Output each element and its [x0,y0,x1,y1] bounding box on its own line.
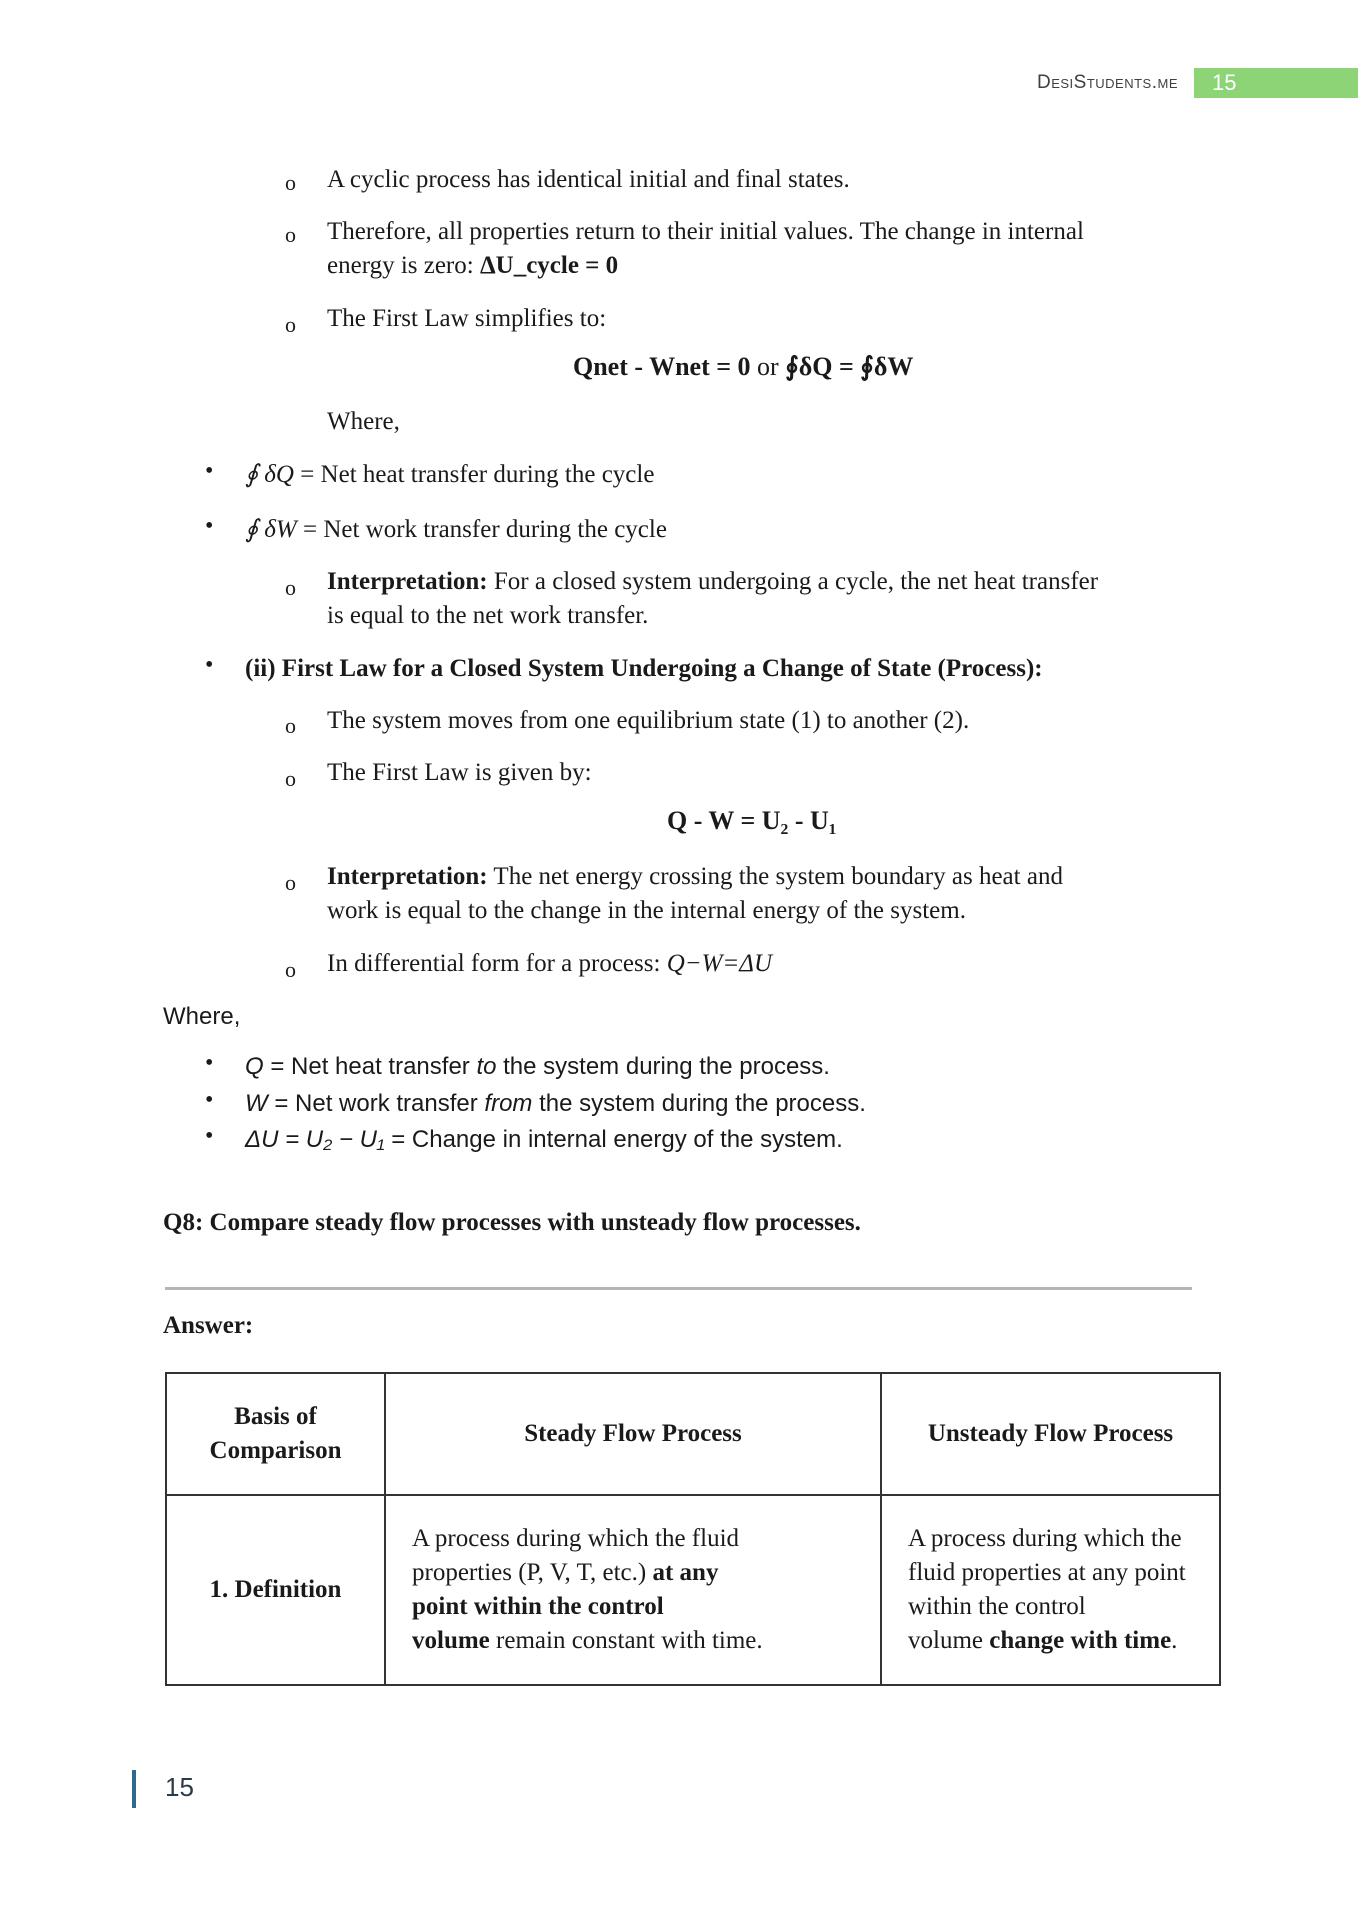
bullet-icon: • [205,513,214,539]
circle-bullet-icon: o [285,222,296,247]
process-item-1: The system moves from one equilibrium state (1) to another (2). [327,707,970,734]
circle-bullet-icon: o [285,870,296,895]
header-steady: Steady Flow Process [385,1373,881,1495]
bullet-icon: • [205,458,214,484]
bullet-icon: • [205,1123,214,1149]
header-basis: Basis of Comparison [166,1373,385,1495]
def-net-work: ∮ δW = Net work transfer during the cycle [245,516,667,543]
cyclic-item-2-cont: energy is zero: ΔU_cycle = 0 [327,252,619,279]
cell-basis: 1. Definition [166,1495,385,1685]
horizontal-rule [165,1287,1192,1290]
process-equation: Q - W = U₂ - U₁ [667,806,837,835]
q8-question: Q8: Compare steady flow processes with unsteady flow processes. [163,1209,861,1236]
cyclic-item-2: Therefore, all properties return to their initial values. The change in internal [327,218,1084,245]
footer-page-number: 15 [165,1772,194,1802]
where-label: Where, [327,408,400,435]
page-header [1037,68,1358,98]
def-w: W = Net work transfer from the system during the process. [245,1090,866,1117]
circle-bullet-icon: o [285,575,296,600]
page-badge: 15 [1194,68,1358,98]
cyclic-interpretation-cont: is equal to the net work transfer. [327,602,649,629]
circle-bullet-icon: o [285,312,296,337]
cycle-equation: Qnet - Wnet = 0 or ∮δQ = ∮δW [573,352,914,381]
bullet-icon: • [205,652,214,678]
cyclic-interpretation: Interpretation: For a closed system undergoing a cycle, the net heat transfer [327,568,1099,595]
table-row [166,1495,1220,1685]
circle-bullet-icon: o [285,170,296,195]
circle-bullet-icon: o [285,957,296,982]
where-label-2: Where, [163,1003,241,1030]
bullet-icon: • [205,1050,214,1076]
cyclic-item-3: The First Law simplifies to: [327,305,607,332]
site-name: DesiStudents.me [1036,72,1178,93]
circle-bullet-icon: o [285,766,296,791]
comparison-table [165,1372,1221,1686]
delta-u-cycle: ΔU_cycle = 0 [479,252,619,279]
process-interpretation-cont: work is equal to the change in the internal energy of the system. [327,897,966,924]
circle-bullet-icon: o [285,713,296,738]
answer-label: Answer: [163,1312,254,1339]
def-q: Q = Net heat transfer to the system during the process. [245,1053,830,1080]
cell-steady: A process during which the fluid properties (P, V, T, etc.) at any point within the control volume remain constant with time. [385,1495,881,1685]
process-interpretation: Interpretation: The net energy crossing the system boundary as heat and [327,863,1063,890]
bullet-icon: • [205,1087,214,1113]
def-delta-u: ΔU = U₂ − U₁ = Change in internal energy of the system. [245,1126,843,1153]
cell-unsteady: A process during which the fluid properties at any point within the control volume change with time. [881,1495,1220,1685]
footer-accent-bar [132,1770,136,1808]
process-heading: (ii) First Law for a Closed System Undergoing a Change of State (Process): [245,655,1043,682]
cyclic-item-1: A cyclic process has identical initial and final states. [327,166,850,193]
def-net-heat: ∮ δQ = Net heat transfer during the cycle [245,461,655,488]
header-unsteady: Unsteady Flow Process [881,1373,1220,1495]
table-header-row [166,1373,1220,1495]
differential-form: In differential form for a process: Q−W=ΔU [327,950,773,977]
process-item-2: The First Law is given by: [327,759,592,786]
